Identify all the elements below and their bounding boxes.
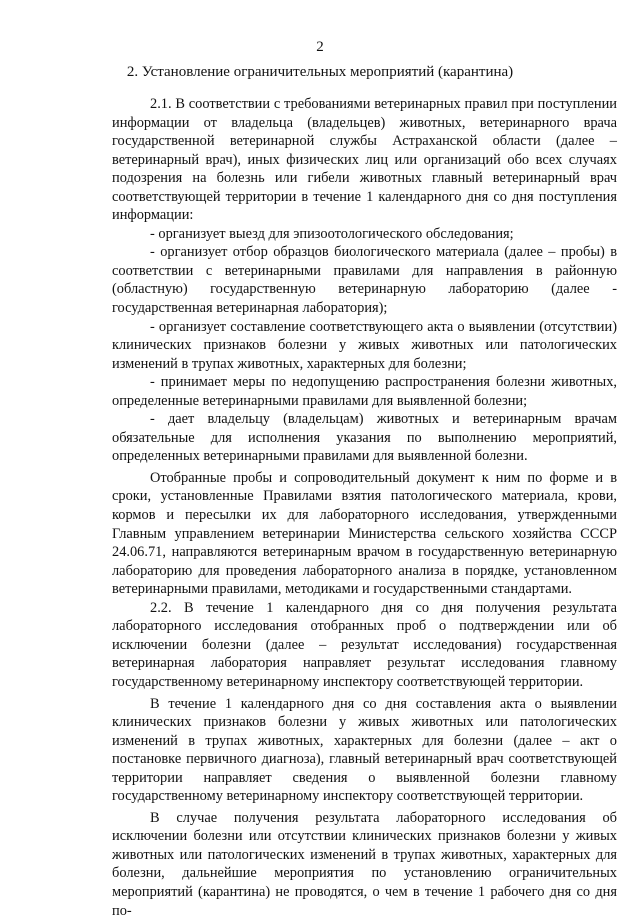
list-item-inspection: - организует выезд для эпизоотологического обследования;: [150, 225, 514, 242]
list-item-sampling: - организует отбор образцов биологического материала (далее – пробы) в соответствии с ветеринарными правилами для направления в районную (областную) государственную ветеринарную лабораторию (далее - государственная ветеринарная лаборатория);: [112, 244, 617, 317]
page-number: 2: [316, 39, 324, 55]
paragraph-2-1: 2.1. В соответствии с требованиями ветеринарных правил при поступлении информации от владельца (владельцев) животных, ветеринарного врача государственной ветеринарной службы Астраханской области (далее – ветеринарный врач), иных физических лиц или организаций обо всех случаях подозрения на болезнь или гибели животных главный ветеринарный врач соответствующей территории в течение 1 календарного дня со дня поступления информации:: [112, 96, 617, 224]
paragraph-act: В течение 1 календарного дня со дня составления акта о выявлении клинических признаков болезни у живых животных или патологических изменений в трупах животных, характерных для болезни (далее – акт о постановке первичного диагноза), главный ветеринарный врач соответствующей территории направляет сведения о выявленной болезни главному государственному ветеринарному инспектору соответствующей территории.: [112, 695, 617, 805]
paragraph-samples: Отобранные пробы и сопроводительный документ к ним по форме и в сроки, установленные Правилами взятия патологического материала, крови, кормов и пересылки их для лабораторного исследования, утвержденными Главным управлением ветеринарии Министерства сельского хозяйства СССР 24.06.71, направляются ветеринарным врачом в государственную ветеринарную лабораторию для проведения лабораторного анализа в порядке, установленном ветеринарными правилами, методиками и государственными стандартами.: [112, 469, 617, 598]
document-body: [112, 95, 617, 920]
section-title: 2. Установление ограничительных мероприятий (карантина): [126, 64, 514, 80]
list-item-instructions: - дает владельцу (владельцам) животных и ветеринарным врачам обязательные для исполнения указания по выполнению мероприятий, определенных ветеринарными правилами для выявленной болезни.: [112, 411, 617, 465]
list-item-act: - организует составление соответствующего акта о выявлении (отсутствии) клинических признаков болезни у живых животных или патологических изменений в трупах животных, характерных для болезни;: [112, 318, 617, 372]
paragraph-exclusion: В случае получения результата лабораторного исследования об исключении болезни или отсутствии клинических признаков болезни у живых животных или патологических изменений в трупах животных, характерных для болезни, дальнейшие мероприятия по установлению ограничительных мероприятий (карантина) не проводятся, о чем в течение 1 рабочего дня со дня по-: [112, 809, 617, 919]
paragraph-2-2: 2.2. В течение 1 календарного дня со дня получения результата лабораторного исследования отобранных проб о подтверждении или об исключении болезни (далее – результат исследования) государственная ветеринарная лаборатория направляет результат исследования главному государственному ветеринарному инспектору соответствующей территории.: [112, 599, 617, 690]
list-item-prevention: - принимает меры по недопущению распространения болезни животных, определенные ветеринарными правилами для выявленной болезни;: [112, 374, 617, 409]
